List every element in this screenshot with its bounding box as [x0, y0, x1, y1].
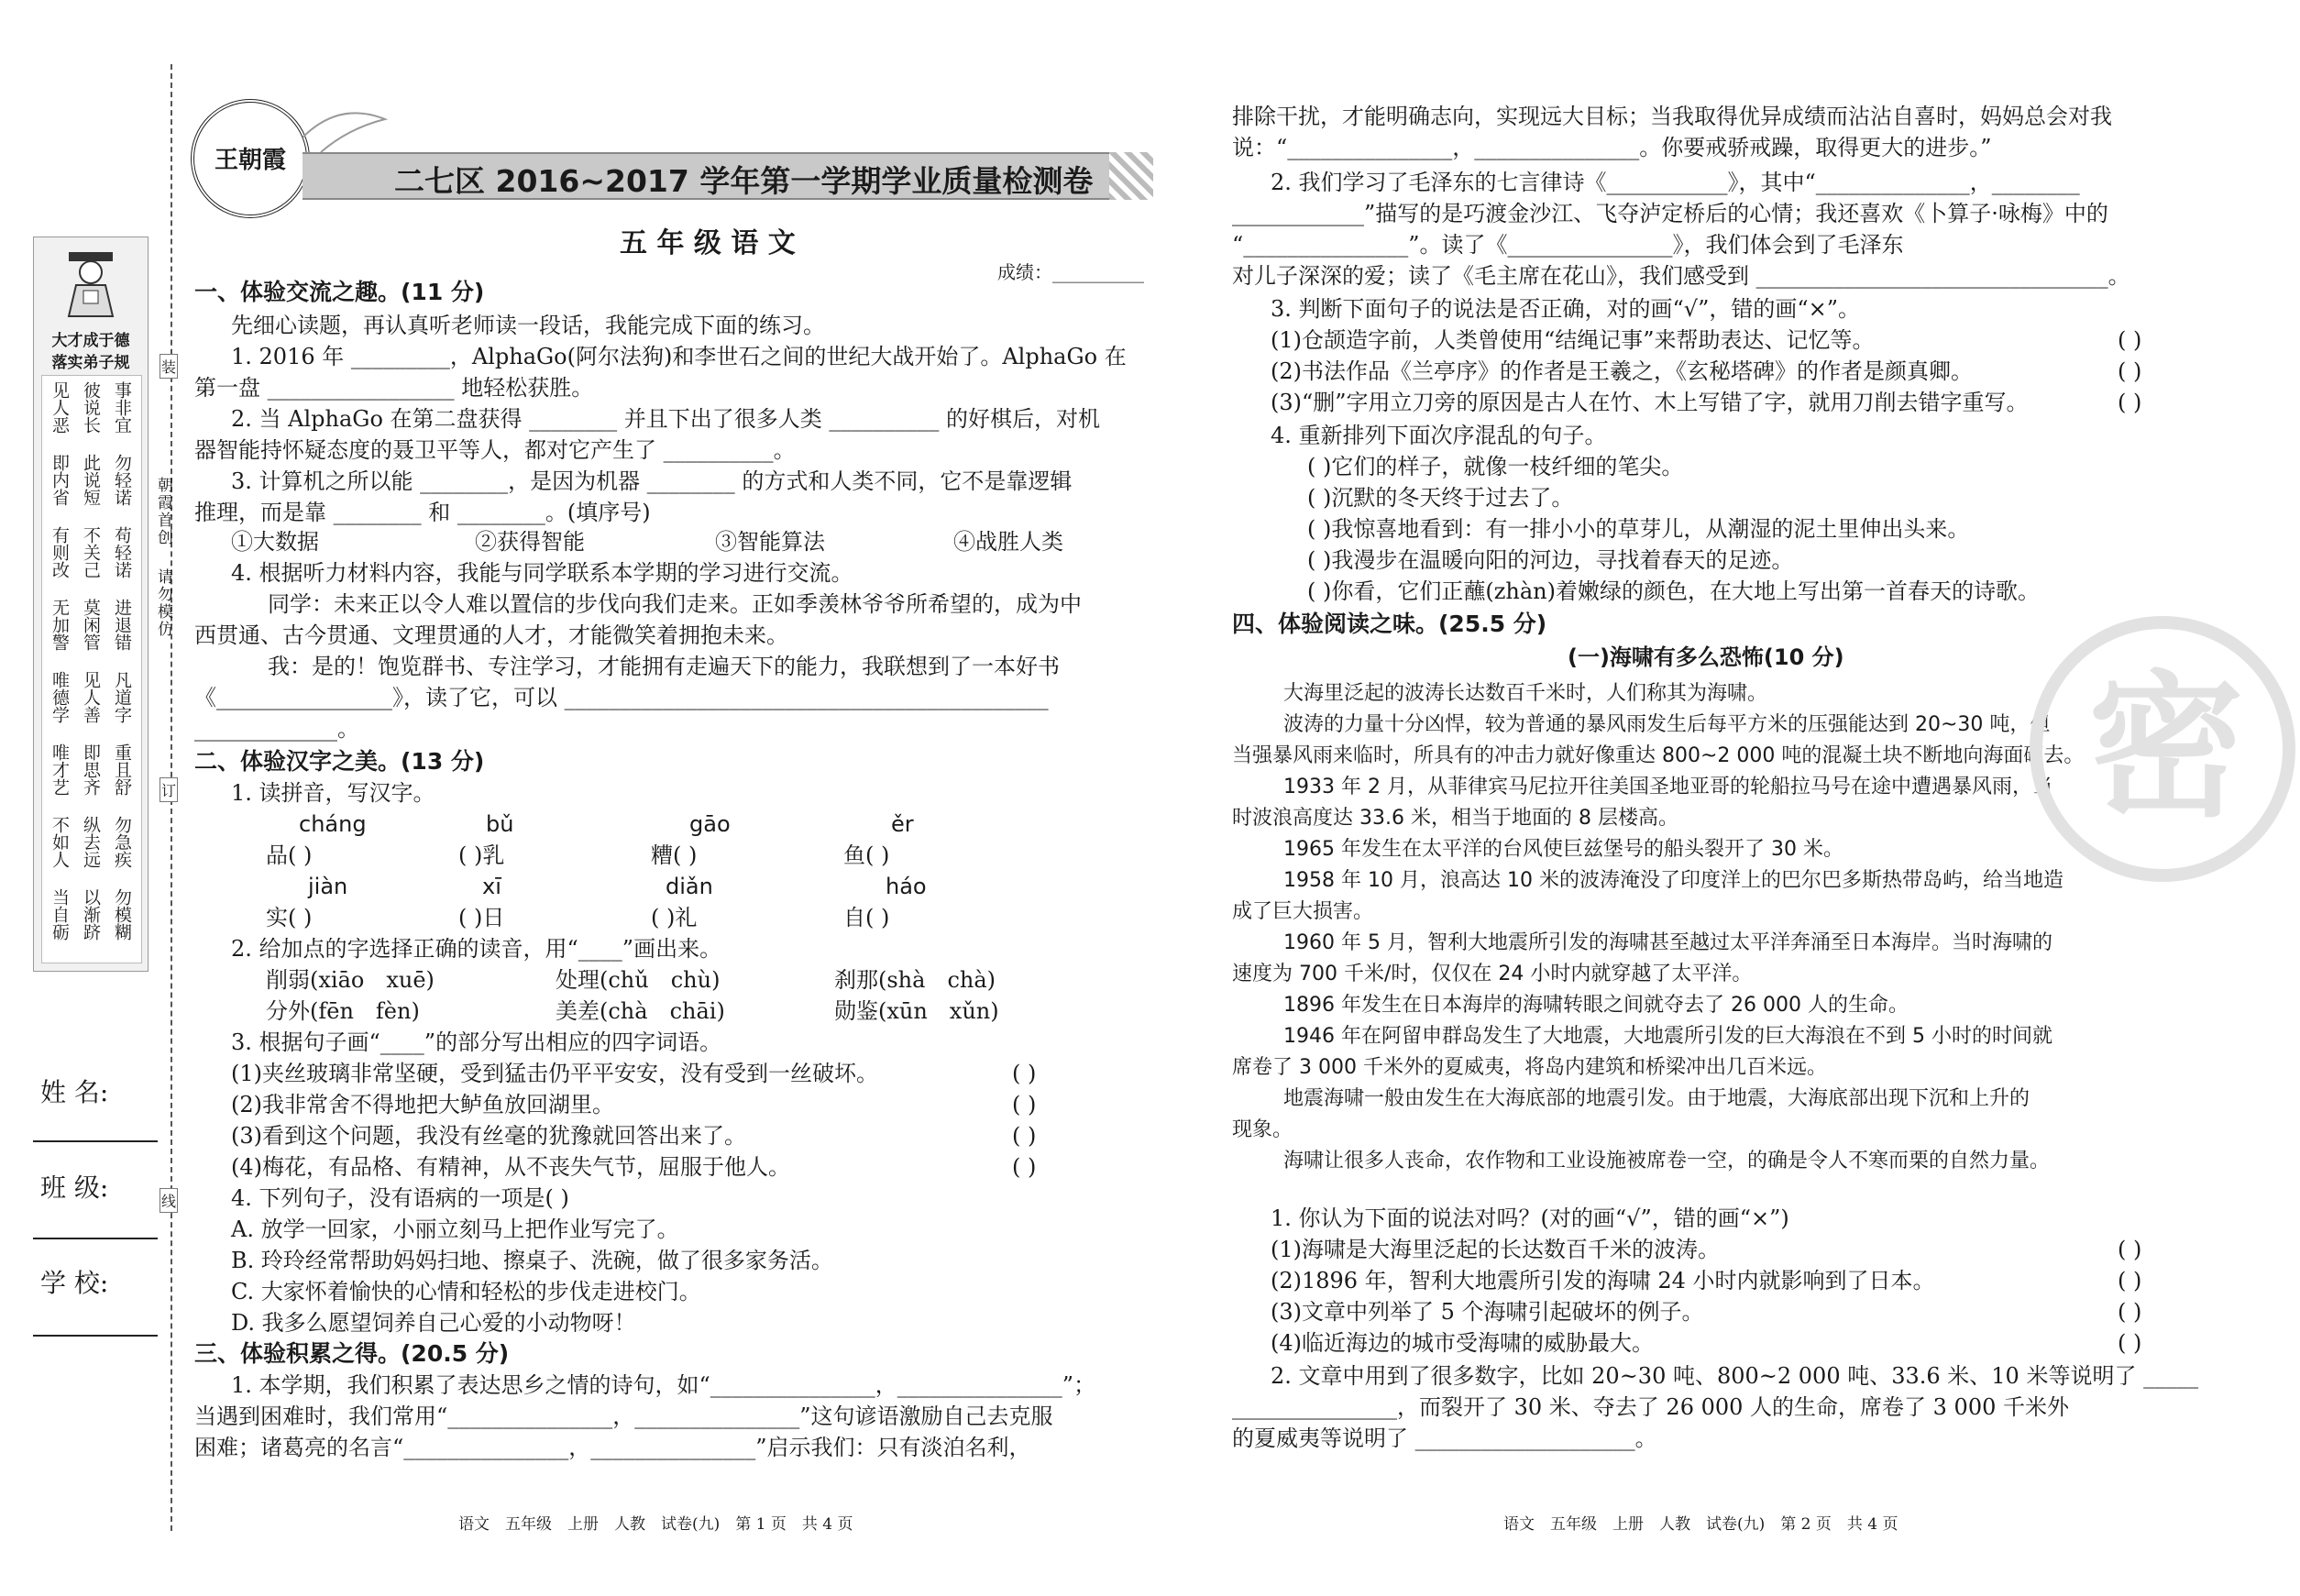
exam-title: 二七区 2016~2017 学年第一学期学业质量检测卷 — [394, 163, 1094, 199]
motto-phrase: 彼说长 — [81, 381, 101, 434]
motto-phrase: 即内省 — [50, 454, 70, 506]
reading-line: 1960 年 5 月，智利大地震所引发的海啸甚至越过太平洋奔涌至日本海岸。当时海啸的 — [1283, 931, 2052, 954]
pinyin-2-4: háo — [886, 874, 927, 899]
char-1-3: 糟( ) — [651, 842, 698, 868]
s2-q4-option-a: A. 放学一回家，小丽立刻马上把作业写完了。 — [231, 1216, 679, 1242]
s2-q3: 3. 根据句子画“____”的部分写出相应的四字词语。 — [231, 1029, 722, 1055]
motto-panel — [33, 237, 149, 972]
rq1-paren-1[interactable]: ( ) — [2118, 1237, 2142, 1262]
reading-title: (一)海啸有多么恐怖(10 分) — [1568, 644, 1844, 670]
pinyin-2-3: diǎn — [666, 874, 713, 899]
p2-q3-paren-1[interactable]: ( ) — [2118, 327, 2142, 353]
s2-q2-item-6: 勋鉴(xūn xǔn) — [834, 998, 999, 1024]
char-2-4: 自( ) — [843, 905, 890, 930]
s1-q1-line-a: 1. 2016 年 _________，AlphaGo(阿尔法狗)和李世石之间的世纪大战开始了。AlphaGo 在 — [231, 344, 1127, 369]
reading-line: 1933 年 2 月，从菲律宾马尼拉开往美国圣地亚哥的轮船拉马号在途中遭遇暴风雨，当 — [1283, 776, 2052, 798]
scholar-figure — [56, 248, 126, 320]
s2-q3-blank-3[interactable]: ( ) — [1012, 1123, 1037, 1149]
p2-q3: 3. 判断下面句子的说法是否正确，对的画“√”，错的画“×”。 — [1271, 296, 1861, 322]
reading-line: 时波浪高度达 33.6 米，相当于地面的 8 层楼高。 — [1232, 807, 1678, 830]
class-label: 班 级: — [40, 1172, 109, 1203]
rq1-item-2: (2)1896 年，智利大地震所引发的海啸 24 小时内就影响到了日本。 — [1271, 1268, 1935, 1293]
publisher-logo — [191, 99, 310, 218]
p2-cont-b: 说：“_______________，_______________。你要戒骄戒躁，取得更大的进步。” — [1232, 135, 1992, 160]
s2-q2-item-5: 美差(chà chāi) — [556, 998, 725, 1024]
binding-note-1: 朝霞首创 — [154, 477, 172, 546]
s1-q1-line-b: 第一盘 _________________ 地轻松获胜。 — [194, 375, 594, 401]
s1-q4: 4. 根据听力材料内容，我能与同学联系本学期的学习进行交流。 — [231, 560, 853, 586]
s2-q3-item-3: (3)看到这个问题，我没有丝毫的犹豫就回答出来了。 — [231, 1123, 746, 1149]
s2-q2: 2. 给加点的字选择正确的读音，用“____”画出来。 — [231, 936, 722, 962]
binding-mark-1: 装 — [160, 354, 178, 379]
subject-title: 五 年 级 语 文 — [620, 227, 796, 259]
p2-cont-a: 排除干扰，才能明确志向，实现远大目标；当我取得优异成绩而沾沾自喜时，妈妈总会对我 — [1232, 104, 2112, 129]
section-1-title: 一、体验交流之趣。(11 分) — [194, 279, 485, 305]
s1-q4-me-c: _____________。 — [194, 716, 359, 742]
reading-line: 波涛的力量十分凶悍，较为普通的暴风雨发生后每平方米的压强能达到 20~30 吨，但 — [1283, 713, 2051, 736]
s3-q1-line-a: 1. 本学期，我们积累了表达思乡之情的诗句，如“_______________，_______________”； — [231, 1372, 1096, 1398]
motto-phrase: 见人恶 — [50, 381, 70, 434]
char-2-1: 实( ) — [266, 905, 313, 930]
p2-q2-c: “_______________”。读了《_______________》，我们体会到了毛泽东 — [1232, 232, 1904, 258]
ribbon-decoration — [303, 101, 394, 156]
s1-q2-line-a: 2. 当 AlphaGo 在第二盘获得 ________ 并且下出了很多人类 __________ 的好棋后，对机 — [231, 406, 1101, 432]
p2-q3-paren-3[interactable]: ( ) — [2118, 390, 2142, 415]
p2-q2-d: 对儿子深深的爱；读了《毛主席在花山》，我们感受到 ________________________________。 — [1232, 263, 2130, 289]
s2-q3-blank-2[interactable]: ( ) — [1012, 1092, 1037, 1117]
pinyin-1-2: bǔ — [486, 811, 514, 837]
reading-line: 海啸让很多人丧命，农作物和工业设施被席卷一空，的确是令人不寒而栗的自然力量。 — [1283, 1150, 2051, 1172]
reading-line: 速度为 700 千米/时，仅仅在 24 小时内就穿越了太平洋。 — [1232, 963, 1753, 985]
p2-q4: 4. 重新排列下面次序混乱的句子。 — [1271, 423, 1607, 448]
motto-phrase: 重且舒 — [112, 743, 132, 796]
rq1-item-1: (1)海啸是大海里泛起的长达数百千米的波涛。 — [1271, 1237, 1720, 1262]
char-1-1: 品( ) — [266, 842, 313, 868]
char-2-3: ( )礼 — [651, 905, 698, 930]
rq2-b: _______________，而裂开了 30 米、夺去了 26 000 人的生命，席卷了 3 000 千米外 — [1232, 1394, 2069, 1420]
watermark-stamp — [2030, 616, 2295, 882]
section-3-title: 三、体验积累之得。(20.5 分) — [194, 1340, 510, 1367]
s2-q2-item-1: 削弱(xiāo xuē) — [266, 967, 435, 993]
s2-q3-item-1: (1)夹丝玻璃非常坚硬，受到猛击仍平平安安，没有受到一丝破坏。 — [231, 1061, 878, 1086]
reading-line: 当强暴风雨来临时，所具有的冲击力就好像重达 800~2 000 吨的混凝土块不断地向海面砸去。 — [1232, 744, 2085, 767]
binding-note-2: 请勿模仿 — [154, 568, 172, 638]
rq2-a: 2. 文章中用到了很多数字，比如 20~30 吨、800~2 000 吨、33.6 米、10 米等说明了 _____ — [1271, 1363, 2199, 1389]
char-1-2: ( )乳 — [458, 842, 505, 868]
rq2-c: 的夏威夷等说明了 ____________________。 — [1232, 1425, 1657, 1451]
stamp-text: 密 — [2087, 657, 2244, 839]
rq1-paren-4[interactable]: ( ) — [2118, 1330, 2142, 1356]
s2-q3-item-4: (4)梅花，有品格、有精神，从不丧失气节，屈服于他人。 — [231, 1154, 790, 1180]
rq1-item-3: (3)文章中列举了 5 个海啸引起破坏的例子。 — [1271, 1299, 1704, 1325]
s2-q4-option-b: B. 玲玲经常帮助妈妈扫地、擦桌子、洗碗，做了很多家务活。 — [231, 1248, 833, 1273]
reading-line: 1896 年发生在日本海岸的海啸转眼之间就夺去了 26 000 人的生命。 — [1283, 994, 1909, 1017]
s2-q4-option-c: C. 大家怀着愉快的心情和轻松的步伐走进校门。 — [231, 1279, 701, 1304]
motto-phrase: 不如人 — [50, 816, 70, 868]
section-2-title: 二、体验汉字之美。(13 分) — [194, 748, 485, 775]
motto-title-1: 大才成于德 — [51, 332, 130, 350]
s1-intro: 先细心读题，再认真听老师读一段话，我能完成下面的练习。 — [231, 313, 825, 338]
reading-line: 1946 年在阿留申群岛发生了大地震，大地震所引发的巨大海浪在不到 5 小时的时间就 — [1283, 1025, 2052, 1048]
motto-phrase: 凡道字 — [112, 671, 132, 723]
p2-q4-item-5: ( )你看，它们正蘸(zhàn)着嫩绿的颜色，在大地上写出第一首春天的诗歌。 — [1307, 578, 2040, 604]
p2-q3-item-1: (1)仓颉造字前，人类曾使用“结绳记事”来帮助表达、记忆等。 — [1271, 327, 1875, 353]
s1-q3-option-3: ③智能算法 — [715, 529, 825, 555]
score-label: 成绩：__________ — [997, 261, 1144, 283]
s1-q4-me-b: 《________________》，读了它，可以 ____________________________________________ — [194, 685, 1049, 710]
reading-line: 成了巨大损害。 — [1232, 900, 1374, 923]
reading-line: 大海里泛起的波涛长达数百千米时，人们称其为海啸。 — [1283, 682, 1768, 705]
reading-line: 1958 年 10 月，浪高达 10 米的波涛淹没了印度洋上的巴尔巴多斯热带岛屿，给当地造 — [1283, 869, 2063, 892]
s1-q3-line-a: 3. 计算机之所以能 ________，是因为机器 ________ 的方式和人类不同，它不是靠逻辑 — [231, 468, 1073, 494]
s1-q4-me-a: 我：是的！饱览群书、专注学习，才能拥有走遍天下的能力，我联想到了一本好书 — [268, 654, 1060, 679]
motto-phrase: 当自砺 — [50, 888, 70, 941]
p2-q2-b: ____________”描写的是巧渡金沙江、飞夺泸定桥后的心情；我还喜欢《卜算子·咏梅》中的 — [1232, 201, 2108, 226]
motto-phrase: 苟轻诺 — [112, 526, 132, 578]
motto-phrase: 勿模糊 — [112, 888, 132, 941]
binding-mark-2: 订 — [160, 777, 178, 802]
motto-phrase: 以渐跻 — [81, 888, 101, 941]
char-2-2: ( )日 — [458, 905, 505, 930]
motto-phrase: 此说短 — [81, 454, 101, 506]
page-2-footer: 语文 五年级 上册 人教 试卷(九) 第 2 页 共 4 页 — [1503, 1515, 1898, 1534]
name-label: 姓 名: — [40, 1077, 109, 1107]
p2-q2-a: 2. 我们学习了毛泽东的七言律诗《___________》，其中“______________，________ — [1271, 170, 2080, 195]
s2-q3-item-2: (2)我非常舍不得地把大鲈鱼放回湖里。 — [231, 1092, 614, 1117]
motto-phrase: 有则改 — [50, 526, 70, 578]
s2-q1: 1. 读拼音，写汉字。 — [231, 780, 435, 806]
s2-q2-item-2: 处理(chǔ chù) — [556, 967, 721, 993]
rq1-item-4: (4)临近海边的城市受海啸的威胁最大。 — [1271, 1330, 1654, 1356]
motto-phrase: 无加警 — [50, 599, 70, 651]
motto-phrase: 进退错 — [112, 599, 132, 651]
section-4-title: 四、体验阅读之味。(25.5 分) — [1232, 611, 1547, 637]
motto-phrase: 不关己 — [81, 526, 101, 578]
p2-q3-item-2: (2)书法作品《兰亭序》的作者是王羲之，《玄秘塔碑》的作者是颜真卿。 — [1271, 358, 1973, 384]
page-1-footer: 语文 五年级 上册 人教 试卷(九) 第 1 页 共 4 页 — [458, 1515, 853, 1534]
motto-phrase: 唯德学 — [50, 671, 70, 723]
s3-q1-line-c: 困难；诸葛亮的名言“_______________，_______________”启示我们：只有淡泊名利， — [194, 1435, 1031, 1460]
s1-q3-line-b: 推理，而是靠 ________ 和 ________。(填序号) — [194, 500, 651, 525]
reading-line: 现象。 — [1232, 1118, 1293, 1141]
binding-mark-3: 线 — [160, 1188, 178, 1213]
char-1-4: 鱼( ) — [843, 842, 890, 868]
p2-q3-paren-2[interactable]: ( ) — [2118, 358, 2142, 384]
school-label: 学 校: — [40, 1268, 109, 1298]
p2-q4-item-2: ( )沉默的冬天终于过去了。 — [1307, 485, 1574, 511]
p2-q3-item-3: (3)“删”字用立刀旁的原因是古人在竹、木上写错了字，就用刀削去错字重写。 — [1271, 390, 2029, 415]
rq1-paren-3[interactable]: ( ) — [2118, 1299, 2142, 1325]
s1-q3-option-1: ①大数据 — [231, 529, 319, 555]
motto-phrase: 莫闲管 — [81, 599, 101, 651]
pinyin-2-2: xī — [482, 874, 501, 899]
logo-text: 王朝霞 — [214, 147, 286, 174]
s2-q3-blank-4[interactable]: ( ) — [1012, 1154, 1037, 1180]
name-field[interactable] — [33, 1140, 158, 1142]
motto-phrase: 即思齐 — [81, 743, 101, 796]
rq1: 1. 你认为下面的说法对吗？(对的画“√”，错的画“×”) — [1271, 1205, 1789, 1231]
s1-q2-line-b: 器智能持怀疑态度的聂卫平等人，都对它产生了 __________。 — [194, 437, 796, 463]
motto-grid — [41, 375, 142, 963]
motto-phrase: 勿急疾 — [112, 816, 132, 868]
s1-q3-option-4: ④战胜人类 — [953, 529, 1063, 555]
reading-line: 1965 年发生在太平洋的台风使巨兹堡号的船头裂开了 30 米。 — [1283, 838, 1843, 861]
reading-line: 席卷了 3 000 千米外的夏威夷，将岛内建筑和桥梁冲出几百米远。 — [1232, 1056, 1827, 1079]
pinyin-1-1: cháng — [299, 811, 367, 837]
pinyin-1-3: gāo — [689, 811, 731, 837]
p2-q4-item-4: ( )我漫步在温暖向阳的河边，寻找着春天的足迹。 — [1307, 547, 1794, 573]
s2-q4-option-d: D. 我多么愿望饲养自己心爱的小动物呀！ — [231, 1310, 636, 1336]
s1-q4-student-b: 西贯通、古今贯通、文理贯通的人才，才能微笑着拥抱未来。 — [194, 622, 788, 648]
s2-q4: 4. 下列句子，没有语病的一项是( ) — [231, 1185, 569, 1211]
s1-q3-option-2: ②获得智能 — [475, 529, 585, 555]
motto-phrase: 见人善 — [81, 671, 101, 723]
pinyin-1-4: ěr — [891, 811, 914, 837]
p2-q4-item-1: ( )它们的样子，就像一枝纤细的笔尖。 — [1307, 454, 1684, 479]
p2-q4-item-3: ( )我惊喜地看到：有一排小小的草芽儿，从潮湿的泥土里伸出头来。 — [1307, 516, 1970, 542]
s3-q1-line-b: 当遇到困难时，我们常用“_______________，_______________”这句谚语激励自己去克服 — [194, 1403, 1053, 1429]
motto-phrase: 事非宜 — [112, 381, 132, 434]
s2-q3-blank-1[interactable]: ( ) — [1012, 1061, 1037, 1086]
school-field[interactable] — [33, 1335, 158, 1337]
motto-phrase: 唯才艺 — [50, 743, 70, 796]
banner-checker — [1109, 152, 1153, 200]
rq1-paren-2[interactable]: ( ) — [2118, 1268, 2142, 1293]
pinyin-2-1: jiàn — [308, 874, 348, 899]
motto-phrase: 纵去远 — [81, 816, 101, 868]
motto-title-2: 落实弟子规 — [51, 354, 130, 372]
s1-q4-student-a: 同学：未来正以令人难以置信的步伐向我们走来。正如季羡林爷爷所希望的，成为中 — [268, 591, 1082, 617]
s2-q2-item-3: 刹那(shà chà) — [834, 967, 996, 993]
reading-line: 地震海啸一般由发生在大海底部的地震引发。由于地震，大海底部出现下沉和上升的 — [1283, 1087, 2030, 1110]
class-field[interactable] — [33, 1238, 158, 1239]
motto-phrase: 勿轻诺 — [112, 454, 132, 506]
s2-q2-item-4: 分外(fēn fèn) — [266, 998, 420, 1024]
